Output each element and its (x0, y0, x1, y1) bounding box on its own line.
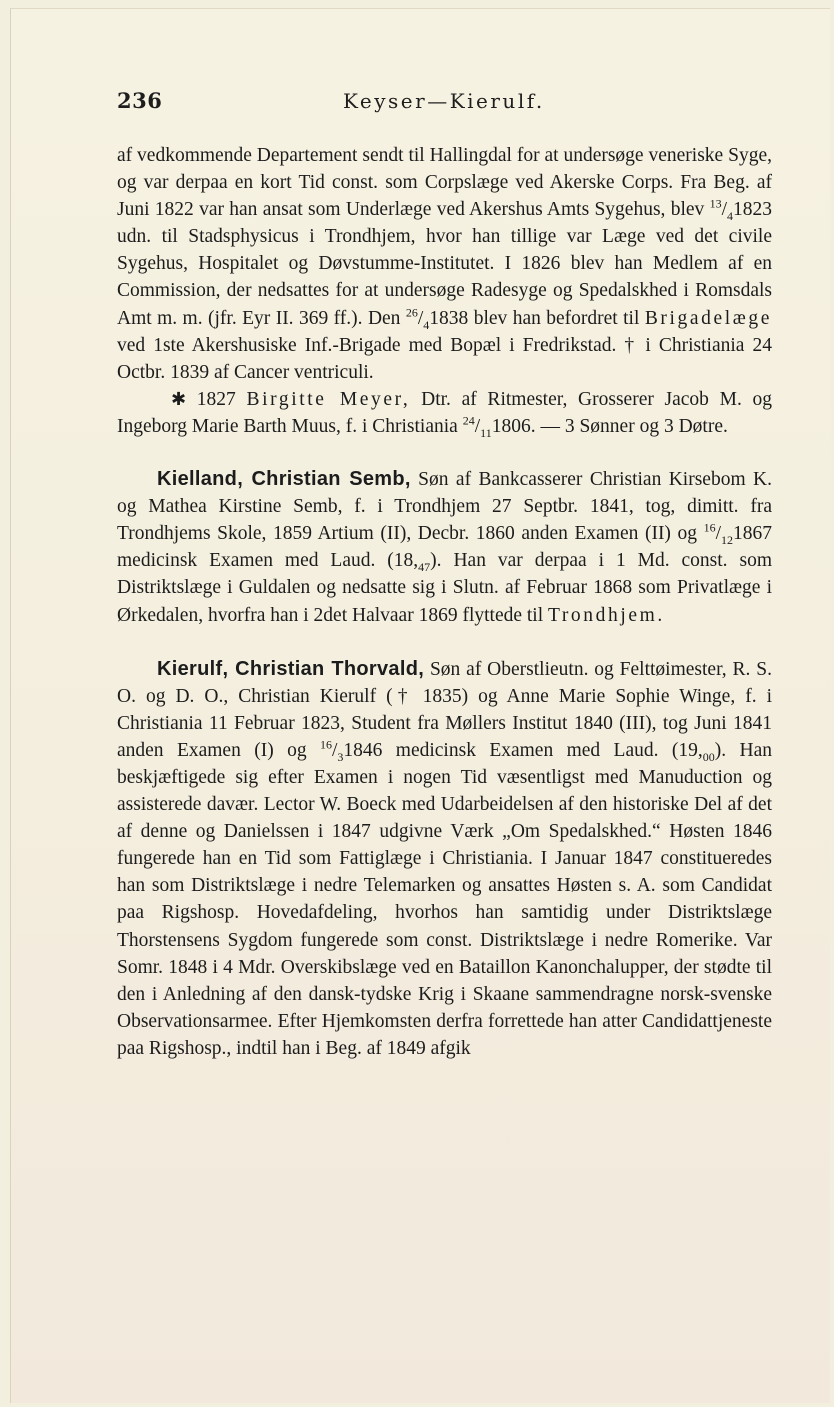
entry-kielland: Kielland, Christian Semb, Søn af Bankcasserer Christian Kirsebom K. og Mathea Kirstine Semb, f. i Trondhjem 27 Septbr. 1841, tog, dimitt. fra Trondhjems Skole, 1859 Artium (II), Decbr. 1860 anden Examen (II) og $^{16}/_{12}1867$ medicinsk Examen med Laud. $(18,_{47})$. Han var derpaa i 1 Md. const. som Distriktslæge i Guldalen og nedsatte sig i Slutn. af Februar 1868 som Privatlæge i Ørkedalen, hvorfra han i 2det Halvaar 1869 flyttede til Trondhjem. (117, 468, 772, 626)
entry-kierulf: Kierulf, Christian Thorvald, Søn af Oberstlieutn. og Felttøimester, R. S. O. og D. O., Christian Kierulf († 1835) og Anne Marie Sophie Winge, f. i Christiania 11 Februar 1823, Student fra Møllers Institut 1840 (III), tog Juni 1841 anden Examen (I) og $^{16}/_31846$ medicinsk Examen med Laud. $(19,_{00})$. Han beskjæftigede sig efter Examen i nogen Tid væsentligst med Manuduction og assisterede davær. Lector W. Boeck med Udarbeidelsen af den historiske Del af det af denne og Danielssen i 1847 udgivne Værk „Om Spedalskhed.“ Høsten 1846 fungerede han en Tid som Fattiglæge i Christiania. I Januar 1847 constitueredes han som Distriktslæge i nedre Telemarken og ansattes Høsten s. A. som Candidat paa Rigshosp. Hovedafdeling, hvorhos han samtidig under Distriktslæge Thorstensens Sygdom fungerede som const. Distriktslæge i nedre Romerike. Var Somr. 1848 i 4 Mdr. Overskibslæge ved en Bataillon Kanonchalupper, der stødte til den i Anledning af den dansk-tydske Krig i Skaane sammendragne norsk-svenske Observationsarmee. Efter Hjemkomsten derfra forrettede han atter Candidattjeneste paa Rigshosp., indtil han i Beg. af 1849 afgik (117, 657, 773, 1059)
spouse-name: Birgitte Meyer, (246, 388, 411, 410)
entry-text: 1838 blev han befordret til (429, 307, 640, 329)
fraction-denominator: 4 (423, 317, 430, 332)
grade-subscript: 00 (702, 749, 715, 764)
headword: Kielland, Christian Semb, (157, 468, 411, 491)
entry-text: 1846 medicinsk Examen med Laud. (19, (343, 739, 703, 761)
marriage-text: 1806. — 3 Sønner og 3 Døtre. (491, 415, 728, 437)
entry-text: 1823 udn. til Stadsphysicus i Trondhjem, hvor han tillige var Læge ved det civile Sygehus, Hospitalet og Døvstumme-Institutet. I 1826 blev han Medlem af en Commission, der nedsattes for at undersøge Radesyge og Spedalskhed i Romsdals Amt m. m. (jfr. Eyr II. 369 ff.). Den (117, 199, 773, 329)
fraction-numerator: 16 (703, 520, 716, 535)
body-text (117, 142, 772, 1062)
entry-text: Søn af Bankcasserer Christian Kirsebom K. og Mathea Kirstine Semb, f. i Trondhjem 27 Septbr. 1841, tog, dimitt. fra Trondhjems Skole, 1859 Artium (II), Decbr. 1860 anden Examen (II) og (117, 469, 772, 545)
page-number: 236 (117, 88, 163, 113)
spaced-term: Trondhjem. (548, 604, 665, 626)
fraction-numerator: 16 (319, 737, 332, 752)
fraction-denominator: 3 (337, 749, 344, 764)
fraction-denominator: 11 (480, 425, 492, 440)
fraction-numerator: 13 (709, 196, 722, 211)
marriage-star-icon: ✱ (171, 388, 187, 410)
entry-text: 1867 medicinsk Examen med Laud. (18, (117, 523, 772, 572)
fraction-denominator: 4 (727, 209, 734, 224)
marriage-note: ✱ 1827 Birgitte Meyer, Dtr. af Ritmester, Grosserer Jacob M. og Ingeborg Marie Barth Muus, f. i Christiania $^{24}/_{11}1806$. — 3 Sønner og 3 Døtre. (117, 388, 773, 440)
running-head: Keyser—Kierulf. (343, 89, 545, 113)
marriage-year: 1827 (196, 388, 236, 410)
grade-subscript: 47 (418, 560, 431, 575)
entry-gap (117, 440, 772, 466)
entry-text: af vedkommende Departement sendt til Hallingdal for at undersøge veneriske Syge, og var derpaa en kort Tid const. som Corpslæge ved Akerske Corps. Fra Beg. af Juni 1822 var han ansat som Underlæge ved Akershus Amts Sygehus, blev (117, 145, 772, 221)
entry-text: ). Han var derpaa i 1 Md. const. som Distriktslæge i Guldalen og nedsatte sig i Slutn. af Februar 1868 som Privatlæge i Ørkedalen, hvorfra han i 2det Halvaar 1869 flyttede til (117, 550, 772, 626)
page-header (117, 88, 777, 118)
entry-gap (117, 629, 772, 656)
marriage-text: Dtr. af Ritmester, Grosserer Jacob M. og Ingeborg Marie Barth Muus, f. i Christiania (117, 388, 773, 437)
fraction-numerator: 24 (462, 413, 475, 428)
fraction-numerator: 26 (405, 305, 418, 320)
headword: Kierulf, Christian Thorvald, (157, 657, 425, 680)
fraction-denominator: 12 (721, 533, 733, 548)
entry-text: ). Han beskjæftigede sig efter Examen i nogen Tid væsentligst med Manuduction og assisterede davær. Lector W. Boeck med Udarbeidelsen af den historiske Del af det af denne og Danielssen i 1847 udgivne Værk „Om Spedalskhed.“ Høsten 1846 fungerede han en Tid som Fattiglæge i Christiania. I Januar 1847 constitueredes han som Distriktslæge i nedre Telemarken og ansattes Høsten s. A. som Candidat paa Rigshosp. Hovedafdeling, hvorhos han samtidig under Distriktslæge Thorstensens Sygdom fungerede som const. Distriktslæge i nedre Romerike. Var Somr. 1848 i 4 Mdr. Overskibslæge ved en Bataillon Kanonchalupper, der stødte til den i Anledning af den dansk-tydske Krig i Skaane sammendragne norsk-svenske Observationsarmee. Efter Hjemkomsten derfra forrettede han atter Candidattjeneste paa Rigshosp., indtil han i Beg. af 1849 afgik (117, 739, 773, 1059)
entry-keyser-continuation: af vedkommende Departement sendt til Hallingdal for at undersøge veneriske Syge, og var derpaa en kort Tid const. som Corpslæge ved Akerske Corps. Fra Beg. af Juni 1822 var han ansat som Underlæge ved Akershus Amts Sygehus, blev $^{13}/_41823$ udn. til Stadsphysicus i Trondhjem, hvor han tillige var Læge ved det civile Sygehus, Hospitalet og Døvstumme-Institutet. I 1826 blev han Medlem af en Commission, der nedsattes for at undersøge Radesyge og Spedalskhed i Romsdals Amt m. m. (jfr. Eyr II. 369 ff.). Den $^{26}/_41838$ blev han befordret til Brigadelæge ved 1ste Akershusiske Inf.-Brigade med Bopæl i Fredrikstad. † i Christiania 24 Octbr. 1839 af Cancer ventriculi. (117, 145, 773, 383)
spaced-term: Brigadelæge (644, 307, 772, 329)
entry-text: Søn af Oberstlieutn. og Felttøimester, R. S. O. og D. O., Christian Kierulf († 1835) og Anne Marie Sophie Winge, f. i Christiania 11 Februar 1823, Student fra Møllers Institut 1840 (III), tog Juni 1841 anden Examen (I) og (117, 658, 772, 761)
entry-text: ved 1ste Akershusiske Inf.-Brigade med Bopæl i Fredrikstad. † i Christiania 24 Octbr. 1839 af Cancer ventriculi. (117, 334, 772, 383)
